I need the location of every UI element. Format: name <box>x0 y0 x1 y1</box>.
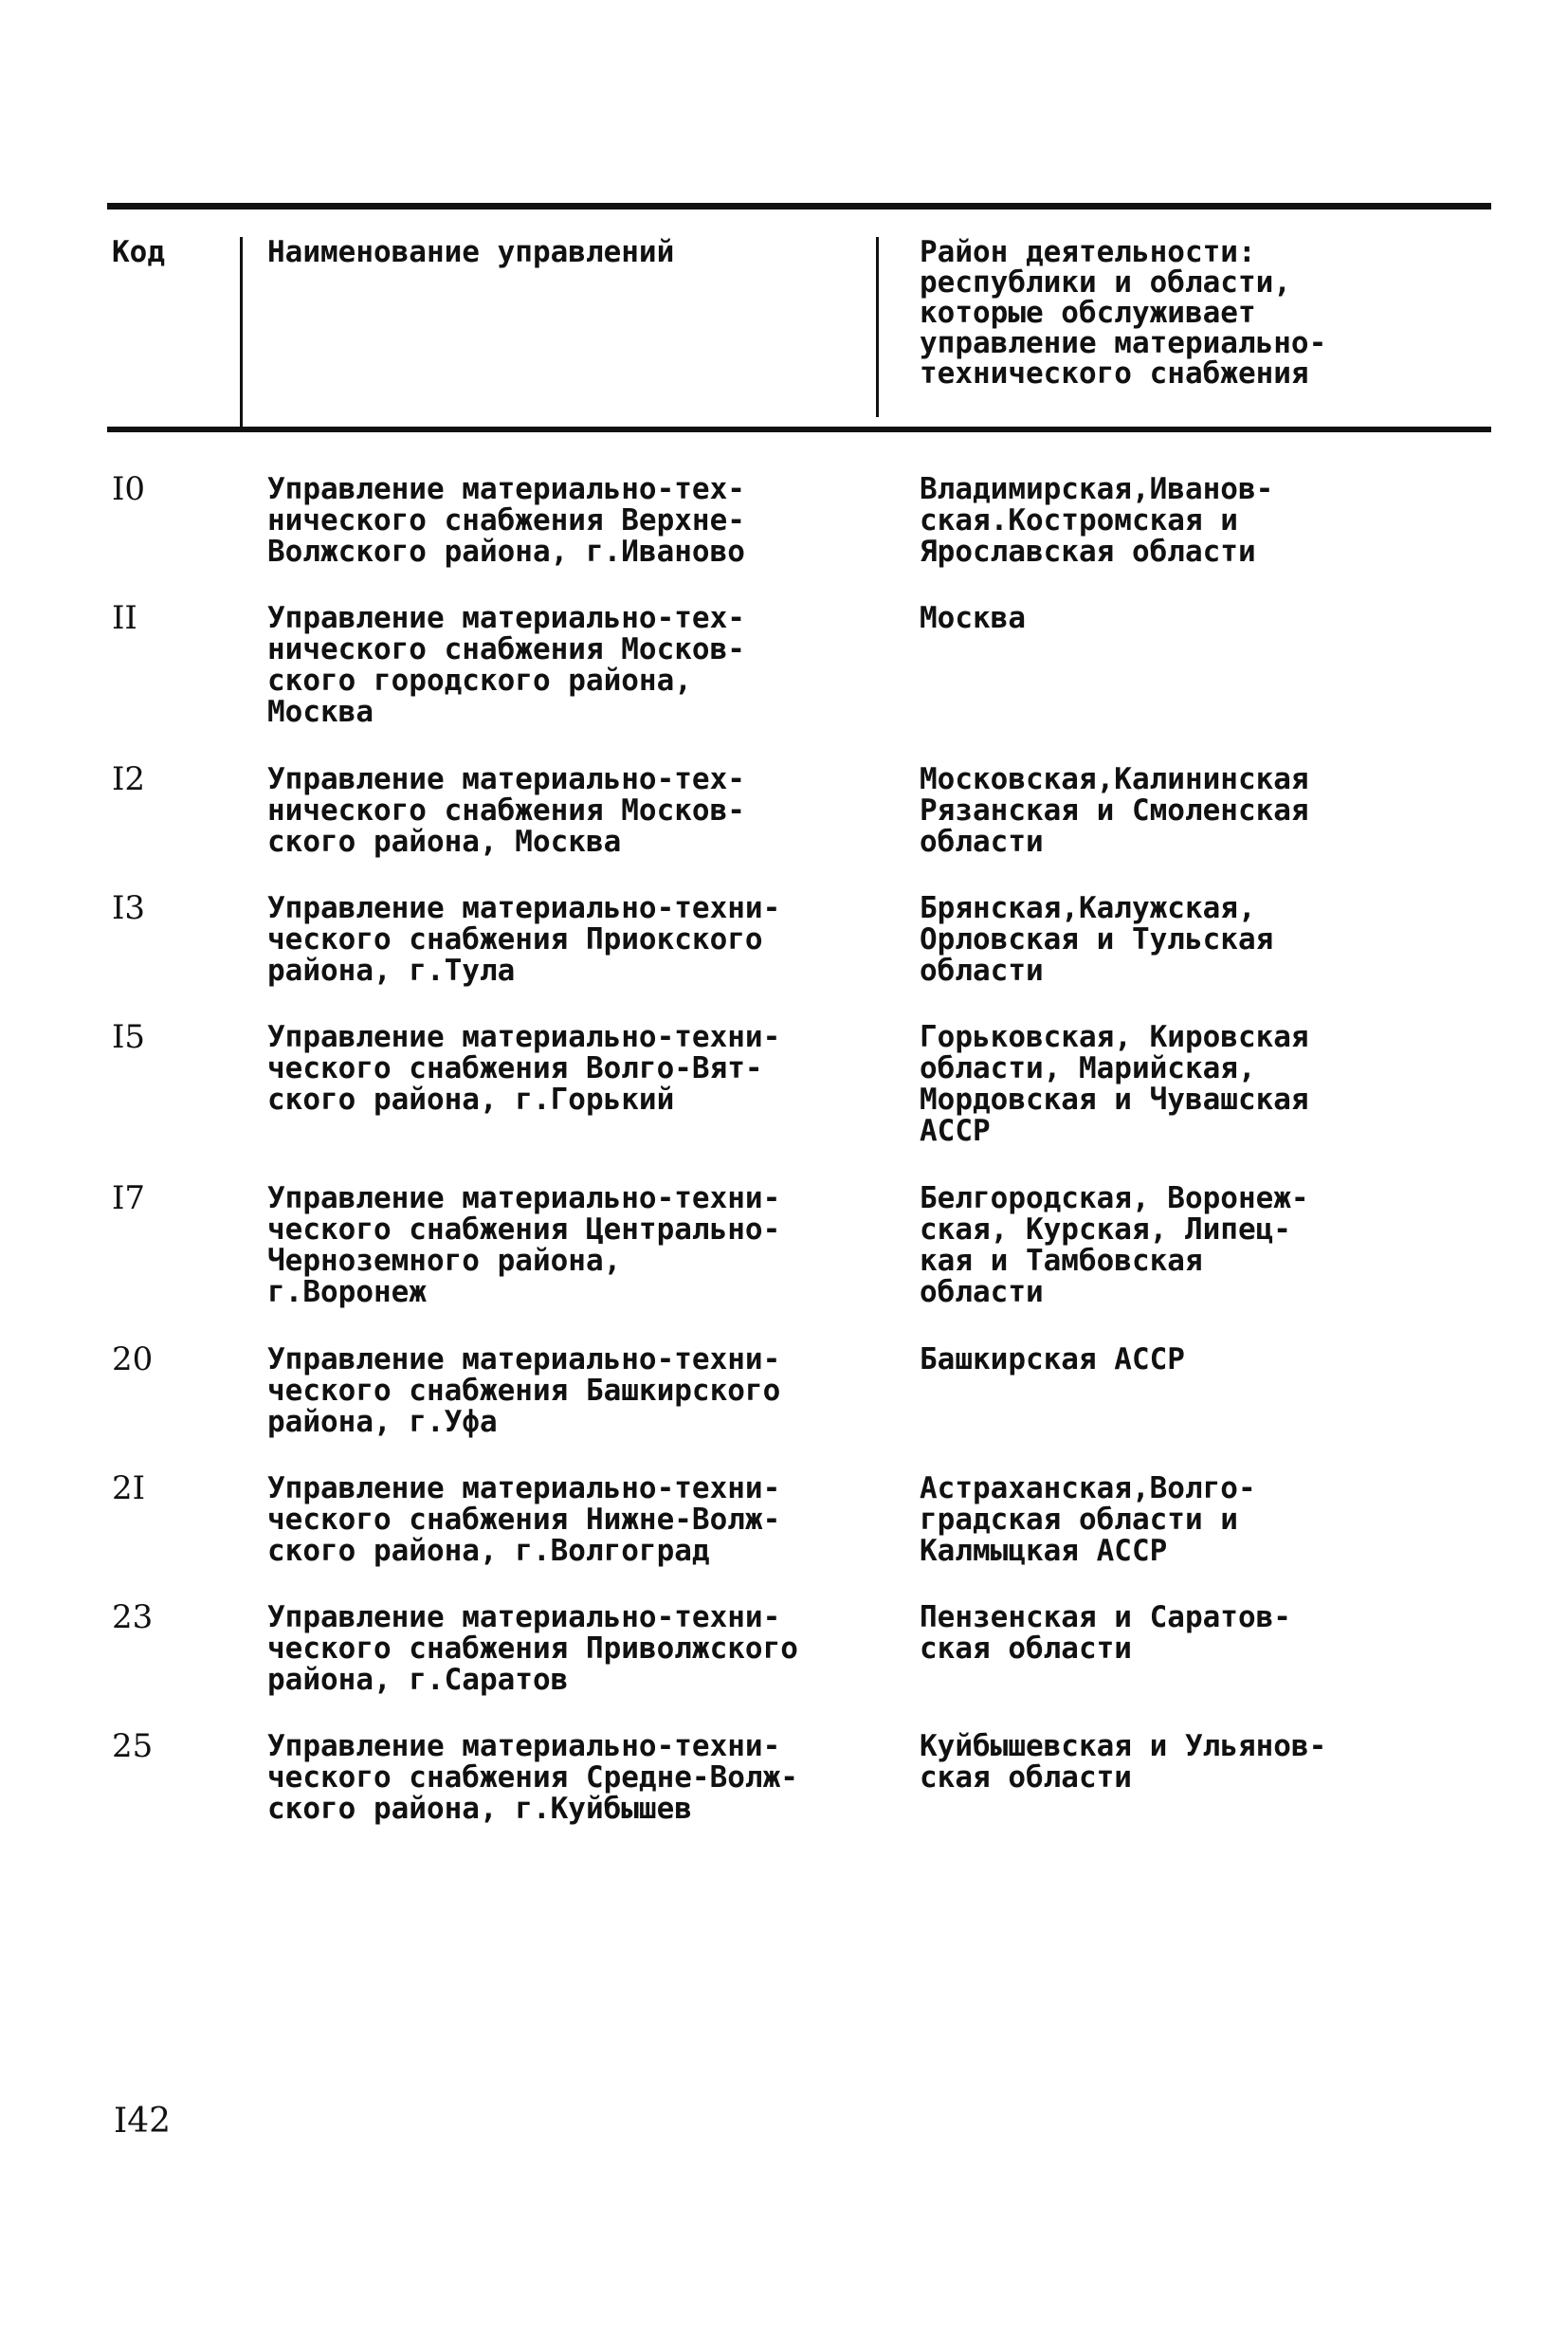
row-code: I3 <box>112 889 146 927</box>
row-name: Управление материально-техни- ческого снабжения Волго-Вят- ского района, г.Горький <box>267 1020 781 1117</box>
row-area: Владимирская,Иванов- ская.Костромская и Ярославская области <box>920 472 1274 569</box>
header-divider-right <box>876 237 879 417</box>
row-area: Брянская,Калужская, Орловская и Тульская области <box>920 891 1274 988</box>
row-area: Куйбышевская и Ульянов- ская области <box>920 1729 1327 1795</box>
table-header-rule <box>107 427 1491 432</box>
row-area: Пензенская и Саратов- ская области <box>920 1600 1291 1666</box>
row-area: Москва <box>920 601 1026 635</box>
row-code: I7 <box>112 1179 146 1217</box>
row-code: 2I <box>112 1469 146 1507</box>
row-name: Управление материально-техни- ческого снабжения Средне-Волж- ского района, г.Куйбышев <box>267 1729 798 1826</box>
row-code: I0 <box>112 470 146 508</box>
page-number: I42 <box>114 2102 172 2141</box>
row-name: Управление материально-тех- нического снабжения Москов- ского района, Москва <box>267 762 745 859</box>
row-code: 25 <box>112 1727 154 1765</box>
row-name: Управление материально-техни- ческого снабжения Центрально- Черноземного района, г.Воронеж <box>267 1181 781 1309</box>
table-top-rule <box>107 203 1491 210</box>
header-name: Наименование управлений <box>267 235 675 269</box>
row-code: 20 <box>112 1340 154 1378</box>
row-code: II <box>112 599 137 637</box>
row-area: Горьковская, Кировская области, Марийская, Мордовская и Чувашская АССР <box>920 1020 1309 1148</box>
header-area: Район деятельности: республики и области, которые обслуживает управление материально- технического снабжения <box>920 235 1327 391</box>
row-name: Управление материально-тех- нического снабжения Москов- ского городского района, Москва <box>267 601 745 729</box>
row-code: I5 <box>112 1018 146 1056</box>
row-name: Управление материально-техни- ческого снабжения Башкирского района, г.Уфа <box>267 1342 781 1439</box>
header-code: Код <box>112 235 165 269</box>
row-name: Управление материально-техни- ческого снабжения Приволжского района, г.Саратов <box>267 1600 798 1697</box>
row-code: 23 <box>112 1598 154 1636</box>
row-code: I2 <box>112 760 146 798</box>
row-area: Башкирская АССР <box>920 1342 1185 1376</box>
row-area: Московская,Калининская Рязанская и Смоленская области <box>920 762 1309 859</box>
header-divider-left <box>240 237 243 427</box>
row-name: Управление материально-техни- ческого снабжения Нижне-Волж- ского района, г.Волгоград <box>267 1471 781 1568</box>
row-area: Белгородская, Воронеж- ская, Курская, Липец- кая и Тамбовская области <box>920 1181 1309 1309</box>
row-name: Управление материально-тех- нического снабжения Верхне- Волжского района, г.Иваново <box>267 472 745 569</box>
row-name: Управление материально-техни- ческого снабжения Приокского района, г.Тула <box>267 891 781 988</box>
row-area: Астраханская,Волго- градская области и Калмыцкая АССР <box>920 1471 1256 1568</box>
